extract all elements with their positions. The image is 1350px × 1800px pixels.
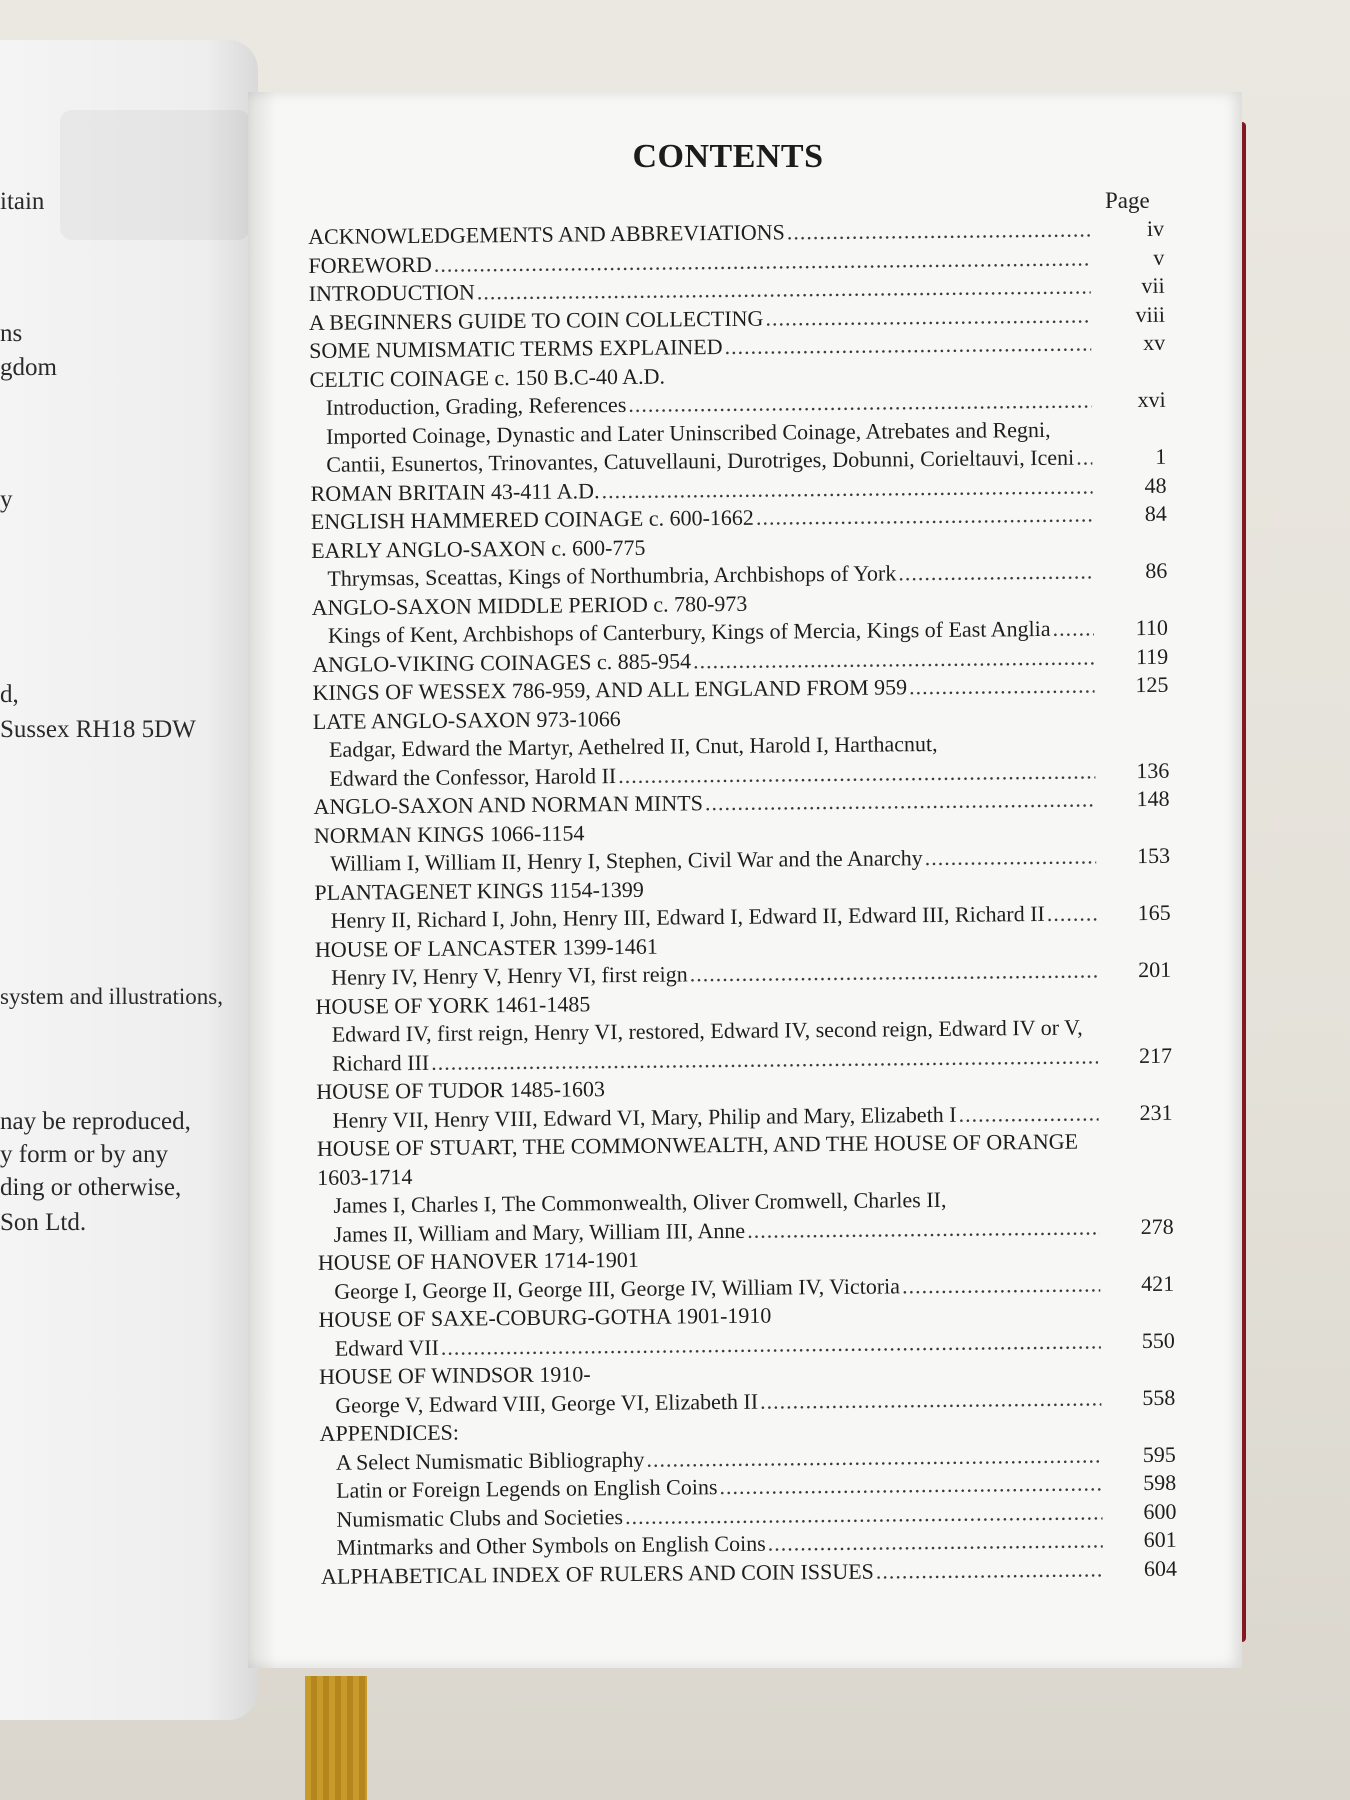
toc-entry-title: 1603-1714 <box>317 1163 413 1190</box>
toc-entry-page: 153 <box>1136 842 1171 869</box>
toc-entry-title: Edward IV, first reign, Henry VI, restored, Edward IV, second reign, Edward IV or V, <box>331 1014 1083 1047</box>
toc-entry-page: 601 <box>1143 1526 1177 1553</box>
toc-entry-title: CELTIC COINAGE c. 150 B.C-40 A.D. <box>309 363 666 392</box>
toc-entry-title: A Select Numismatic Bibliography <box>335 1446 645 1475</box>
toc-entry-page: 231 <box>1139 1099 1173 1125</box>
left-page-text-line: ns <box>0 320 23 347</box>
left-page <box>0 40 258 1720</box>
toc-entry-page: vii <box>1141 272 1165 299</box>
dot-leader <box>765 302 1091 331</box>
toc-entry-title: FOREWORD <box>308 251 432 278</box>
toc-entry-title: SOME NUMISMATIC TERMS EXPLAINED <box>309 334 723 363</box>
toc-entry-title: Numismatic Clubs and Societies <box>336 1503 624 1532</box>
toc-entry-page: 165 <box>1137 899 1171 926</box>
toc-entry-title: LATE ANGLO-SAXON 973-1066 <box>312 705 621 734</box>
toc-entry-page: viii <box>1135 301 1166 327</box>
toc-entry-title: James II, William and Mary, William III, Anne <box>333 1217 746 1247</box>
dot-leader <box>625 1499 1103 1530</box>
dot-leader <box>768 1527 1103 1556</box>
bookmark-ribbon <box>305 1676 367 1800</box>
toc-entry-title: NORMAN KINGS 1066-1154 <box>313 819 585 848</box>
gutter-shadow <box>248 92 276 1668</box>
dot-leader <box>747 1214 1100 1243</box>
toc-entry-page: 550 <box>1141 1327 1175 1353</box>
dot-leader <box>618 758 1095 789</box>
dot-leader <box>958 1100 1098 1127</box>
toc-entry-title: Edward the Confessor, Harold II <box>329 762 617 791</box>
toc-entry-page <box>1101 948 1171 949</box>
dot-leader <box>477 273 1091 305</box>
toc-entry-title: Eadgar, Edward the Martyr, Aethelred II, Cnut, Harold I, Harthacnut, <box>328 730 938 762</box>
dot-leader <box>760 1385 1101 1414</box>
toc-entry-page: 48 <box>1144 472 1167 498</box>
toc-entry-title: William I, William II, Henry I, Stephen, Civil War and the Anarchy <box>330 845 923 876</box>
toc-entry-page: 148 <box>1136 785 1170 812</box>
dot-leader <box>646 1442 1102 1472</box>
left-page-text-line: y <box>0 486 13 513</box>
left-page-text-line: gdom <box>0 354 57 381</box>
toc-entry-title: ROMAN BRITAIN 43-411 A.D. <box>310 477 600 506</box>
toc-entry-page: xvi <box>1137 386 1166 413</box>
toc-entry-page: 125 <box>1135 671 1169 698</box>
left-page-text-line: system and illustrations, <box>0 984 223 1009</box>
dot-leader <box>1047 900 1097 926</box>
toc-entry-page: xv <box>1143 329 1166 355</box>
toc-entry-title: KINGS OF WESSEX 786-959, AND ALL ENGLAND FROM 959 <box>312 674 908 705</box>
toc-entry-page: 86 <box>1145 557 1168 583</box>
toc-entry-title: HOUSE OF YORK 1461-1485 <box>315 990 591 1019</box>
toc-entry-page <box>1103 1176 1173 1177</box>
dot-leader <box>898 558 1093 586</box>
table-of-contents <box>308 216 1177 1592</box>
toc-entry-page: 278 <box>1140 1213 1174 1239</box>
left-page-text-line: d, <box>0 681 19 708</box>
dot-leader <box>434 245 1091 277</box>
toc-entry-title: Henry II, Richard I, John, Henry III, Edward I, Edward II, Edward III, Richard II <box>330 900 1045 933</box>
dot-leader <box>441 1328 1101 1360</box>
toc-entry-page: 217 <box>1138 1042 1173 1068</box>
dot-leader <box>705 786 1096 816</box>
toc-entry-title: EARLY ANGLO-SAXON c. 600-775 <box>311 534 646 563</box>
toc-entry-page <box>1100 834 1170 835</box>
dot-leader <box>601 473 1092 504</box>
dot-leader <box>724 330 1091 360</box>
dot-leader <box>431 1043 1098 1075</box>
toc-entry-title: Henry VII, Henry VIII, Edward VI, Mary, Philip and Mary, Elizabeth I <box>332 1101 957 1133</box>
toc-entry-title: Mintmarks and Other Symbols on English Coins <box>336 1530 766 1560</box>
toc-entry-page <box>1106 1433 1176 1434</box>
toc-entry-title: George V, Edward VIII, George VI, Elizabeth II <box>335 1388 759 1418</box>
toc-entry-page <box>1102 1005 1172 1006</box>
dot-leader <box>902 1271 1100 1299</box>
toc-entry-title: INTRODUCTION <box>308 279 475 306</box>
toc-entry-page: 84 <box>1144 500 1167 526</box>
toc-entry-page <box>1098 606 1168 607</box>
dot-leader <box>925 843 1097 871</box>
toc-entry-page <box>1097 549 1167 550</box>
toc-entry-title: ANGLO-SAXON MIDDLE PERIOD c. 780-973 <box>311 590 748 620</box>
toc-entry-page: 600 <box>1143 1498 1177 1524</box>
left-page-text-line: itain <box>0 188 45 215</box>
toc-entry-page <box>1096 435 1166 436</box>
toc-entry-title: ACKNOWLEDGEMENTS AND ABBREVIATIONS <box>308 219 785 249</box>
toc-entry-page: 119 <box>1135 643 1169 669</box>
dot-leader <box>1052 615 1094 641</box>
toc-entry-page: iv <box>1146 215 1165 241</box>
toc-entry-page <box>1100 891 1170 892</box>
dot-leader <box>876 1556 1103 1584</box>
toc-entry-page: v <box>1153 244 1165 270</box>
toc-entry-page: 421 <box>1141 1270 1175 1296</box>
toc-entry-title: ALPHABETICAL INDEX OF RULERS AND COIN ISSUES <box>320 1558 874 1589</box>
toc-entry-title: Henry IV, Henry V, Henry VI, first reign <box>331 961 688 990</box>
left-page-text-line: Son Ltd. <box>0 1209 87 1236</box>
left-page-text-line: Sussex RH18 5DW <box>0 716 196 743</box>
toc-entry-page: 598 <box>1142 1469 1177 1496</box>
toc-entry-page <box>1096 378 1166 379</box>
left-page-text-line: ding or otherwise, <box>0 1174 182 1201</box>
toc-entry-page <box>1099 749 1169 750</box>
toc-entry-title: PLANTAGENET KINGS 1154-1399 <box>314 876 644 905</box>
dot-leader <box>787 216 1091 245</box>
toc-entry-title: James I, Charles I, The Commonwealth, Oliver Cromwell, Charles II, <box>333 1186 947 1218</box>
toc-entry-page: 604 <box>1143 1555 1178 1581</box>
toc-entry-title: Edward VII <box>334 1334 439 1361</box>
toc-entry-title: Richard III <box>331 1049 430 1076</box>
toc-entry-page: 558 <box>1142 1384 1176 1410</box>
toc-entry-page <box>1103 1205 1173 1206</box>
toc-entry-title: Introduction, Grading, References <box>325 391 627 420</box>
toc-entry-title: Imported Coinage, Dynastic and Later Uninscribed Coinage, Atrebates and Regni, <box>325 416 1051 449</box>
toc-entry-title: ANGLO-SAXON AND NORMAN MINTS <box>313 790 703 819</box>
toc-entry-page: 136 <box>1136 757 1170 783</box>
toc-entry-page <box>1102 1091 1172 1092</box>
toc-entry-page: 110 <box>1135 614 1169 641</box>
dot-leader <box>628 387 1092 417</box>
toc-entry-page <box>1104 1262 1174 1263</box>
toc-entry-title: Latin or Foreign Legends on English Coins <box>336 1474 718 1503</box>
page-column-header: Page <box>1105 188 1150 213</box>
toc-entry-title: HOUSE OF HANOVER 1714-1901 <box>317 1246 639 1275</box>
left-page-text-line: y form or by any <box>0 1141 169 1168</box>
toc-entry-title: HOUSE OF STUART, THE COMMONWEALTH, AND THE HOUSE OF ORANGE <box>316 1128 1079 1161</box>
toc-entry-page: 1 <box>1155 443 1167 469</box>
toc-entry-page <box>1102 1034 1172 1035</box>
toc-entry-title: George I, George II, George III, George IV, William IV, Victoria <box>334 1272 901 1304</box>
toc-entry-title: HOUSE OF WINDSOR 1910- <box>318 1361 591 1389</box>
toc-entry-title: A BEGINNERS GUIDE TO COIN COLLECTING <box>308 305 764 335</box>
toc-entry-title: HOUSE OF LANCASTER 1399-1461 <box>314 933 658 962</box>
dot-leader <box>719 1470 1102 1500</box>
dot-leader <box>693 644 1094 674</box>
toc-entry-title: HOUSE OF SAXE-COBURG-GOTHA 1901-1910 <box>318 1302 772 1332</box>
toc-entry-title: HOUSE OF TUDOR 1485-1603 <box>316 1076 606 1104</box>
toc-entry-page <box>1099 720 1169 721</box>
toc-entry-page: 595 <box>1142 1441 1176 1467</box>
toc-entry-page <box>1105 1376 1175 1377</box>
toc-entry-title: ANGLO-VIKING COINAGES c. 885-954 <box>312 647 692 677</box>
dot-leader <box>690 957 1098 987</box>
toc-entry-title: Cantii, Esunertos, Trinovantes, Catuvellauni, Durotriges, Dobunni, Corieltauvi, Iceni <box>326 444 1075 477</box>
toc-entry-page <box>1105 1319 1175 1320</box>
toc-entry-title: Thrymsas, Sceattas, Kings of Northumbria, Archbishops of York <box>327 560 897 591</box>
toc-entry-page <box>1103 1148 1173 1149</box>
left-page-text-line: nay be reproduced, <box>0 1108 191 1135</box>
toc-entry-page: 201 <box>1138 956 1172 983</box>
dot-leader <box>1076 444 1092 470</box>
dot-leader <box>909 672 1095 700</box>
toc-entry-title: Kings of Kent, Archbishops of Canterbury, Kings of Mercia, Kings of East Anglia <box>327 615 1051 648</box>
contents-title: CONTENTS <box>632 138 824 175</box>
toc-entry-title: ENGLISH HAMMERED COINAGE c. 600-1662 <box>310 504 754 534</box>
dot-leader <box>756 501 1093 530</box>
toc-entry-title: APPENDICES: <box>319 1419 460 1446</box>
